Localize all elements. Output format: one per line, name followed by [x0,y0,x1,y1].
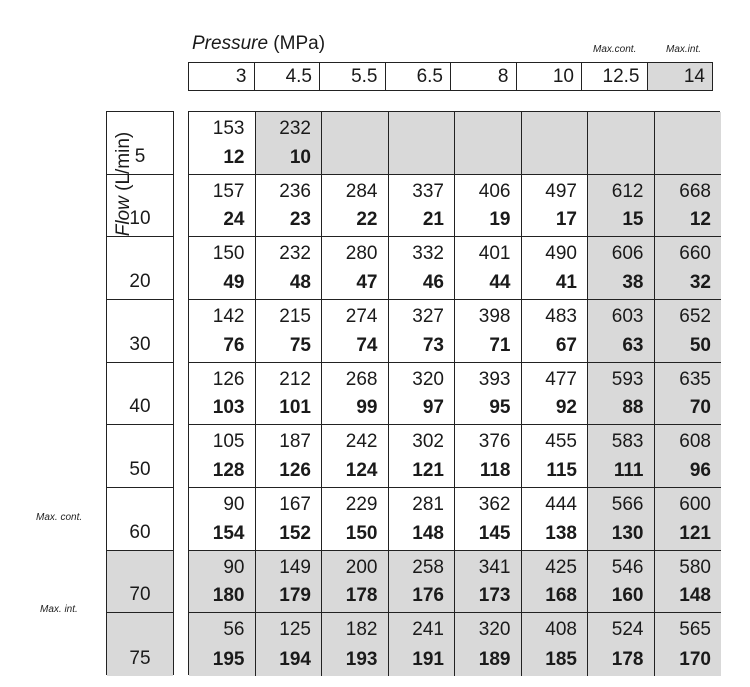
speed-value: 126 [212,368,245,390]
torque-value: 76 [223,334,245,356]
pressure-cell: 3 [189,63,255,91]
grid-cell [655,551,722,614]
grid-cell [189,112,256,175]
grid-cell [455,613,522,676]
speed-value: 229 [345,494,378,515]
grid-cell [389,112,456,175]
torque-value: 111 [613,459,644,481]
torque-value: 176 [412,585,444,607]
torque-value: 194 [279,648,311,670]
grid-cell [588,425,655,488]
torque-value: 17 [555,209,577,231]
flow-cell [107,488,173,551]
grid-cell [522,551,589,614]
grid-cell [455,363,522,426]
speed-value: 332 [412,243,444,265]
grid-cell [588,488,655,551]
grid-cell [389,175,456,238]
speed-value: 337 [412,180,444,202]
speed-value: 150 [212,243,245,265]
grid-cell [256,237,323,300]
torque-value: 88 [622,397,644,419]
performance-grid [188,111,720,675]
flow-value: 10 [129,208,151,230]
grid-cell [389,613,456,676]
speed-value: 105 [212,431,245,453]
grid-cell [389,551,456,614]
grid-cell [655,488,722,551]
max-cont-note-side: Max. cont. [36,512,83,523]
torque-value: 145 [478,522,511,544]
torque-value: 50 [689,334,711,356]
torque-value: 185 [545,648,577,670]
grid-cell [655,363,722,426]
flow-value: 30 [129,333,151,355]
grid-cell [522,112,589,175]
grid-cell [389,425,456,488]
torque-value: 115 [546,459,577,481]
max-int-note-top: Max.int. [666,44,702,55]
torque-value: 19 [489,209,511,231]
speed-value: 583 [611,431,644,453]
torque-value: 95 [489,397,511,419]
torque-value: 195 [212,648,245,670]
speed-value: 232 [279,118,311,139]
flow-cell [107,613,173,676]
pressure-unit: (MPa) [268,33,326,54]
speed-value: 600 [679,494,711,515]
flow-unit: (L/min) [113,131,134,197]
speed-value: 341 [478,556,511,578]
torque-value: 150 [345,522,378,544]
torque-value: 168 [545,585,577,607]
speed-value: 56 [223,619,245,641]
grid-cell [189,613,256,676]
flow-value: 20 [129,270,151,292]
grid-cell [256,175,323,238]
torque-value: 148 [679,585,711,607]
speed-value: 660 [679,243,711,265]
grid-cell [455,112,522,175]
grid-cell [588,112,655,175]
grid-cell [588,613,655,676]
grid-cell [522,488,589,551]
torque-value: 128 [212,459,245,481]
speed-value: 401 [478,243,511,265]
torque-value: 70 [689,397,711,419]
torque-value: 180 [212,585,245,607]
torque-value: 92 [555,397,577,419]
grid-cell [522,363,589,426]
torque-value: 38 [622,271,644,293]
grid-cell [455,175,522,238]
torque-value: 74 [356,334,378,356]
speed-value: 125 [279,619,311,641]
speed-value: 90 [223,494,245,515]
flow-value: 75 [129,647,151,669]
grid-cell [189,488,256,551]
grid-cell [655,613,722,676]
speed-value: 320 [412,368,444,390]
grid-cell [389,237,456,300]
torque-value: 21 [422,209,444,231]
grid-cell [588,300,655,363]
grid-cell [322,488,389,551]
speed-value: 284 [345,180,378,202]
speed-value: 425 [545,556,577,578]
torque-value: 148 [412,522,444,544]
grid-cell [455,488,522,551]
torque-value: 178 [611,648,644,670]
pressure-cell: 10 [516,63,582,91]
torque-value: 191 [412,648,444,670]
flow-value: 5 [134,145,146,167]
torque-value: 75 [289,334,311,356]
grid-cell [322,300,389,363]
grid-cell [588,237,655,300]
max-int-note-side: Max. int. [40,604,78,615]
grid-cell [189,363,256,426]
grid-cell [322,551,389,614]
torque-value: 154 [212,522,245,544]
grid-cell [256,112,323,175]
speed-value: 565 [679,619,711,641]
torque-value: 121 [679,522,711,544]
grid-cell [189,551,256,614]
speed-value: 327 [412,306,444,327]
torque-value: 170 [679,648,711,670]
torque-value: 152 [279,522,311,544]
torque-value: 63 [622,334,644,356]
grid-cell [522,300,589,363]
grid-cell [256,425,323,488]
speed-value: 524 [611,619,644,641]
speed-value: 444 [545,494,577,515]
speed-value: 232 [279,243,311,265]
speed-value: 490 [545,243,577,265]
speed-value: 593 [611,368,644,390]
pressure-cell: 8 [451,63,517,91]
speed-value: 652 [679,306,711,327]
grid-cell [655,112,722,175]
flow-value: 50 [129,458,151,480]
torque-value: 12 [223,146,245,168]
flow-cell [107,300,173,363]
speed-value: 142 [212,306,245,327]
speed-value: 408 [545,619,577,641]
torque-value: 71 [489,334,511,356]
speed-value: 153 [212,118,245,139]
torque-value: 126 [279,459,311,481]
pressure-axis-title [192,33,325,55]
pressure-cell: 5.5 [320,63,386,91]
grid-cell [655,300,722,363]
pressure-cell: 6.5 [385,63,451,91]
speed-value: 241 [412,619,444,641]
speed-value: 281 [412,494,444,515]
grid-cell [455,425,522,488]
grid-cell [455,237,522,300]
torque-value: 179 [279,585,311,607]
torque-value: 173 [478,585,511,607]
grid-cell [522,175,589,238]
grid-cell [322,175,389,238]
torque-value: 103 [212,397,245,419]
speed-value: 612 [611,180,644,202]
flow-value: 60 [129,521,151,543]
speed-value: 274 [345,306,378,327]
grid-cell [256,363,323,426]
speed-value: 668 [679,180,711,202]
torque-value: 73 [422,334,444,356]
flow-label: Flow [113,196,134,237]
torque-value: 189 [478,648,511,670]
grid-cell [588,175,655,238]
grid-cell [389,363,456,426]
grid-cell [256,613,323,676]
grid-cell [522,237,589,300]
grid-cell [588,363,655,426]
flow-cell [107,363,173,426]
flow-cell [107,551,173,614]
speed-value: 608 [679,431,711,453]
speed-value: 280 [345,243,378,265]
flow-cell [107,425,173,488]
speed-value: 215 [279,306,311,327]
torque-value: 22 [356,209,378,231]
grid-cell [322,237,389,300]
grid-cell [455,300,522,363]
speed-value: 580 [679,556,711,578]
torque-value: 101 [279,397,311,419]
flow-cell [107,237,173,300]
torque-value: 48 [289,271,311,293]
speed-value: 398 [478,306,511,327]
speed-value: 167 [279,494,311,515]
grid-cell [455,551,522,614]
grid-cell [189,237,256,300]
torque-value: 44 [489,271,511,293]
grid-cell [588,551,655,614]
pressure-header-row [188,62,713,91]
speed-value: 149 [279,556,311,578]
speed-value: 236 [279,180,311,202]
torque-value: 193 [345,648,378,670]
speed-value: 242 [345,431,378,453]
speed-value: 187 [279,431,311,453]
grid-cell [322,112,389,175]
flow-value: 70 [129,584,151,606]
speed-value: 477 [545,368,577,390]
torque-value: 97 [422,397,444,419]
flow-cell [107,112,173,175]
speed-value: 546 [611,556,644,578]
speed-value: 376 [478,431,511,453]
pressure-cell: 4.5 [254,63,320,91]
speed-value: 497 [545,180,577,202]
speed-value: 393 [478,368,511,390]
grid-cell [189,425,256,488]
grid-cell [256,488,323,551]
pressure-cell: 14 [647,63,713,91]
torque-value: 67 [555,334,577,356]
speed-value: 157 [212,180,245,202]
flow-column [106,111,174,675]
grid-cell [389,300,456,363]
grid-cell [256,300,323,363]
speed-value: 603 [611,306,644,327]
torque-value: 23 [289,209,311,231]
grid-cell [655,237,722,300]
grid-cell [389,488,456,551]
speed-value: 566 [611,494,644,515]
speed-value: 90 [223,556,245,578]
torque-value: 99 [356,397,378,419]
pressure-cell: 12.5 [582,63,648,91]
torque-value: 124 [345,459,378,481]
grid-cell [322,425,389,488]
grid-cell [522,613,589,676]
torque-value: 121 [412,459,444,481]
torque-value: 41 [555,271,577,293]
torque-value: 49 [223,271,245,293]
max-cont-note-top: Max.cont. [593,44,637,55]
torque-value: 24 [223,209,245,231]
speed-value: 200 [345,556,378,578]
grid-cell [655,175,722,238]
speed-value: 212 [279,368,311,390]
torque-value: 138 [545,522,577,544]
speed-value: 258 [412,556,444,578]
speed-value: 483 [545,306,577,327]
torque-value: 130 [611,522,644,544]
torque-value: 15 [622,209,644,231]
speed-value: 455 [545,431,577,453]
grid-cell [189,175,256,238]
torque-value: 96 [689,459,711,481]
torque-value: 32 [689,271,711,293]
grid-cell [322,613,389,676]
speed-value: 606 [611,243,644,265]
torque-value: 10 [289,146,311,168]
grid-cell [522,425,589,488]
speed-value: 406 [478,180,511,202]
speed-value: 635 [679,368,711,390]
grid-cell [655,425,722,488]
torque-value: 118 [479,459,511,481]
torque-value: 160 [611,585,644,607]
speed-value: 320 [478,619,511,641]
flow-value: 40 [129,396,151,418]
grid-cell [322,363,389,426]
speed-value: 362 [478,494,511,515]
torque-value: 12 [689,209,711,231]
flow-cell [107,175,173,238]
torque-value: 178 [345,585,378,607]
speed-value: 302 [412,431,444,453]
torque-value: 46 [422,271,444,293]
speed-value: 182 [345,619,378,641]
grid-cell [256,551,323,614]
pressure-label: Pressure [192,33,269,54]
grid-cell [189,300,256,363]
torque-value: 47 [356,271,378,293]
speed-value: 268 [345,368,378,390]
